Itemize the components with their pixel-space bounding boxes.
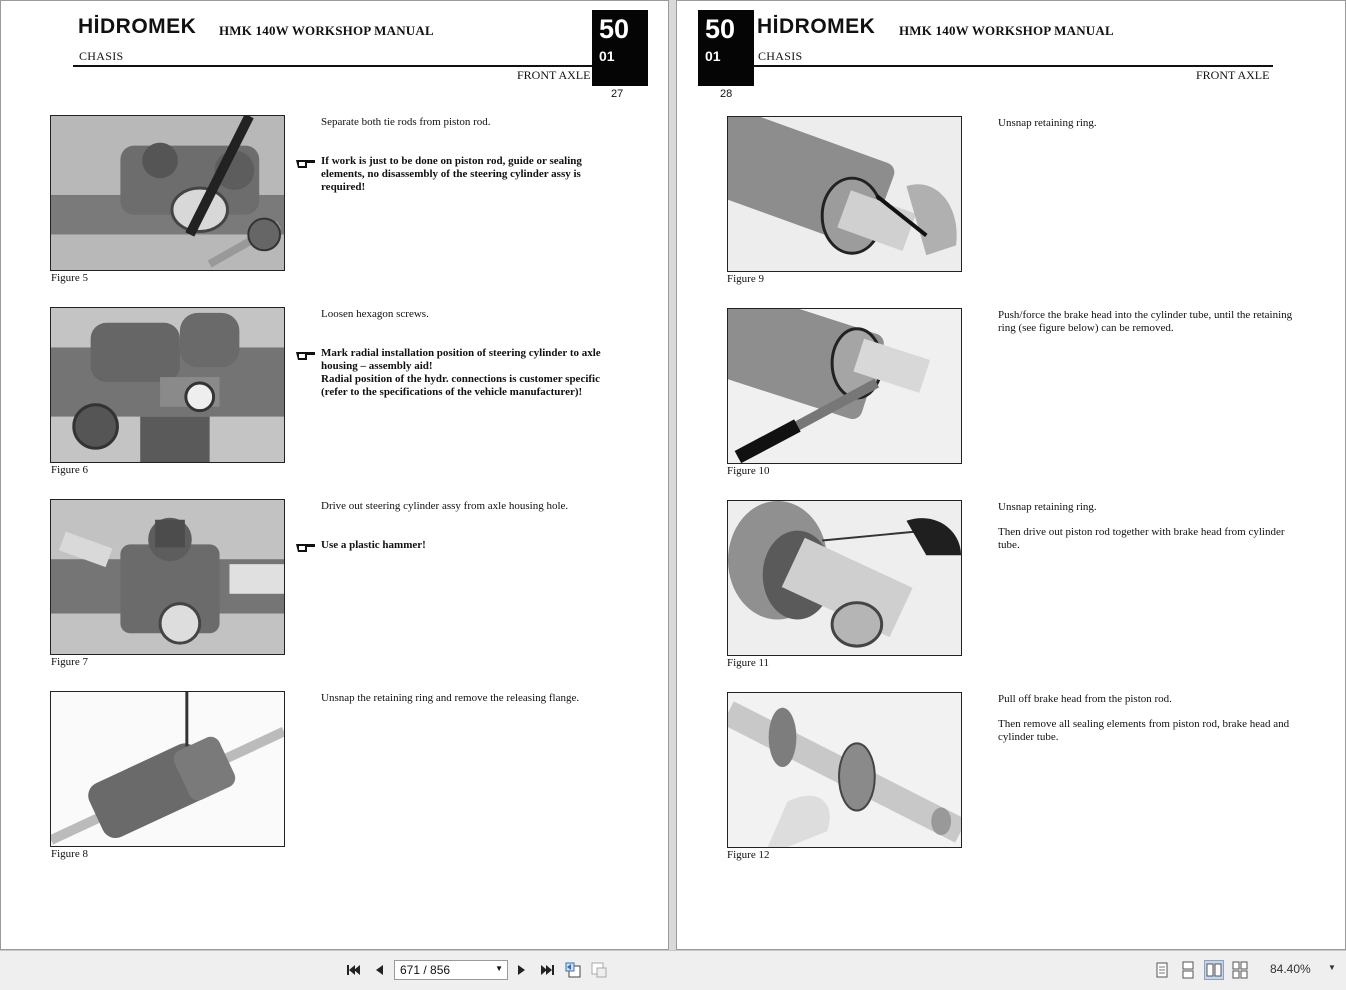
left-page (0, 0, 669, 950)
brand-logo: HİDROMEK (78, 15, 197, 38)
section-number: 50 (705, 14, 736, 44)
page-indicator: 671 / 856 (400, 963, 451, 977)
warning-note-line: Radial position of the hydr. connections is customer specific (refer to the specifications of the vehicle manufacturer)! (321, 373, 600, 398)
warning-note-line: Mark radial installation position of steering cylinder to axle housing – assembly aid! (321, 347, 601, 372)
figure-9-caption: Figure 9 (727, 273, 764, 285)
last-page-icon[interactable] (537, 960, 557, 980)
section-name: CHASIS (758, 49, 803, 63)
page-number: 27 (611, 88, 624, 100)
warning-note: If work is just to be done on piston rod, guide or sealing elements, no disassembly of the steering cylinder assy is required! (321, 155, 582, 193)
facing-icon[interactable] (1204, 960, 1224, 980)
figure-8-caption: Figure 8 (51, 848, 88, 860)
section-name: CHASIS (79, 49, 124, 63)
next-page-icon[interactable] (512, 960, 532, 980)
step-text: Unsnap the retaining ring and remove the releasing flange. (321, 692, 580, 704)
figure-12-caption: Figure 12 (727, 849, 770, 861)
figure-9-image (727, 116, 962, 272)
figure-11-image (727, 500, 962, 656)
step-text: Unsnap retaining ring. (998, 117, 1097, 129)
figure-12-image (727, 692, 962, 848)
single-page-icon[interactable] (1152, 960, 1172, 980)
continuous-facing-icon[interactable] (1230, 960, 1250, 980)
section-badge (698, 10, 754, 86)
zoom-level[interactable]: 84.40% (1270, 962, 1311, 976)
subsection-number: 01 (599, 48, 615, 64)
header-rule (73, 65, 593, 67)
figure-11-caption: Figure 11 (727, 657, 770, 669)
subsection-title: FRONT AXLE (1196, 68, 1270, 82)
step-text-line: Unsnap retaining ring. (998, 501, 1097, 513)
pointing-hand-icon (295, 349, 317, 361)
subsection-title: FRONT AXLE (517, 68, 591, 82)
forward-view-icon[interactable] (589, 960, 609, 980)
subsection-number: 01 (705, 48, 721, 64)
right-page (676, 0, 1346, 950)
figure-5-image (50, 115, 285, 271)
figure-10-caption: Figure 10 (727, 465, 770, 477)
viewer-toolbar (0, 950, 1346, 990)
header-rule (753, 65, 1273, 67)
continuous-icon[interactable] (1178, 960, 1198, 980)
chevron-down-icon[interactable]: ▼ (1328, 963, 1336, 972)
pointing-hand-icon (295, 157, 317, 169)
chevron-down-icon[interactable]: ▼ (495, 964, 503, 973)
manual-title: HMK 140W WORKSHOP MANUAL (899, 23, 1114, 38)
figure-5-caption: Figure 5 (51, 272, 88, 284)
figure-6-caption: Figure 6 (51, 464, 88, 476)
step-text: Push/force the brake head into the cylinder tube, until the retaining ring (see figure below) can be removed. (998, 309, 1293, 334)
step-text: Loosen hexagon screws. (321, 308, 429, 320)
warning-note (321, 347, 613, 399)
figure-8-image (50, 691, 285, 847)
section-badge (592, 10, 648, 86)
figure-7-caption: Figure 7 (51, 656, 88, 668)
step-text (998, 693, 1298, 756)
step-text (998, 501, 1298, 564)
warning-note: Use a plastic hammer! (321, 539, 426, 551)
figure-6-image (50, 307, 285, 463)
previous-page-icon[interactable] (369, 960, 389, 980)
step-text: Drive out steering cylinder assy from axle housing hole. (321, 500, 569, 512)
manual-title: HMK 140W WORKSHOP MANUAL (219, 23, 434, 38)
figure-10-image (727, 308, 962, 464)
first-page-icon[interactable] (344, 960, 364, 980)
step-text-line: Pull off brake head from the piston rod. (998, 693, 1172, 705)
step-text-line: Then remove all sealing elements from piston rod, brake head and cylinder tube. (998, 718, 1290, 743)
brand-logo: HİDROMEK (757, 15, 876, 38)
back-view-icon[interactable] (563, 960, 583, 980)
figure-7-image (50, 499, 285, 655)
page-number: 28 (720, 88, 733, 100)
step-text-line: Then drive out piston rod together with brake head from cylinder tube. (998, 526, 1285, 551)
pointing-hand-icon (295, 541, 317, 553)
page-number-field[interactable] (394, 960, 508, 980)
section-number: 50 (599, 14, 630, 44)
step-text: Separate both tie rods from piston rod. (321, 116, 491, 128)
